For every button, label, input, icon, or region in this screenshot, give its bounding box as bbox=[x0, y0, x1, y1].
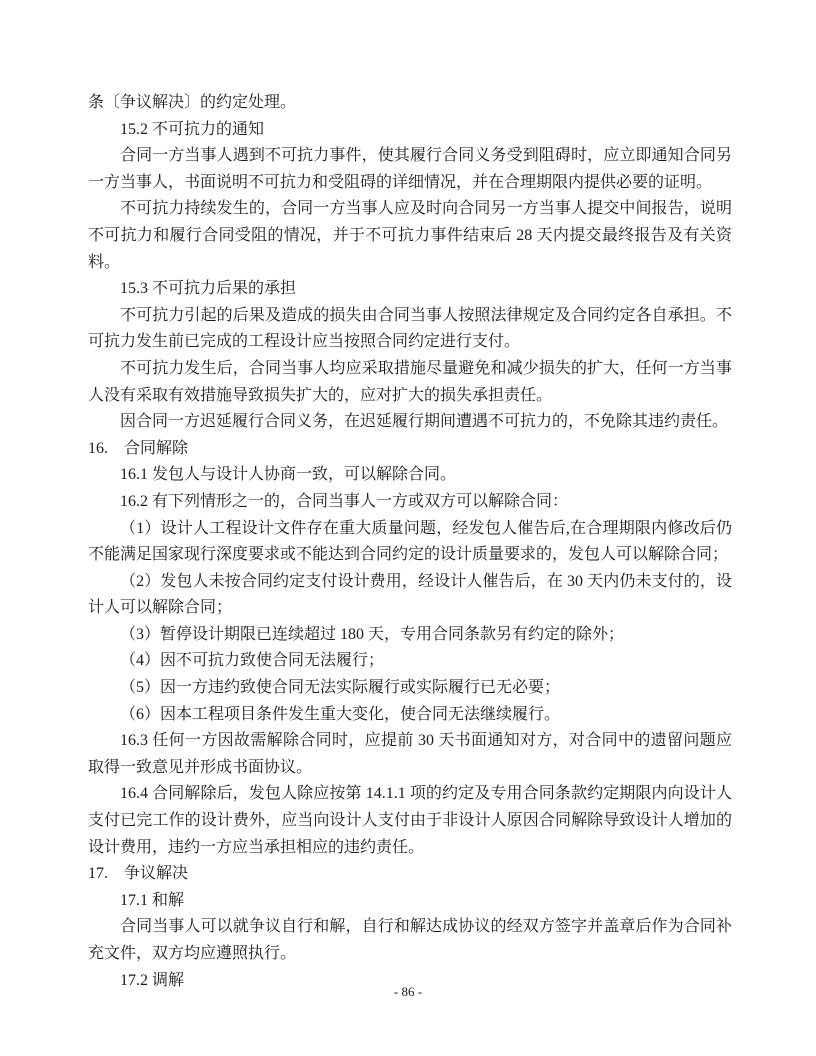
list-item: （6）因本工程项目条件发生重大变化，使合同无法继续履行。 bbox=[120, 705, 561, 723]
list-item: （5）因一方违约致使合同无法实际履行或实际履行已无必要； bbox=[120, 679, 561, 697]
paragraph: 不可抗力持续发生的，合同一方当事人应及时向合同另一方当事人提交中间报告，说明不可抗力和履行合同受阻的情况，并于不可抗力事件结束后 28 天内提交最终报告及有关资料。 bbox=[88, 200, 732, 271]
paragraph: 不可抗力发生后，合同当事人均应采取措施尽量避免和减少损失的扩大，任何一方当事人没有采取有效措施导致损失扩大的，应对扩大的损失承担责任。 bbox=[88, 359, 732, 404]
paragraph: 合同当事人可以就争议自行和解，自行和解达成协议的经双方签字并盖章后作为合同补充文件，双方均应遵照执行。 bbox=[88, 918, 732, 962]
clause-heading: 15.2 不可抗力的通知 bbox=[120, 120, 265, 138]
paragraph: 不可抗力引起的后果及造成的损失由合同当事人按照法律规定及合同约定各自承担。不可抗力发生前已完成的工程设计应当按照合同约定进行支付。 bbox=[88, 306, 732, 351]
list-item: （4）因不可抗力致使合同无法履行； bbox=[120, 652, 385, 670]
continuation: 条〔争议解决〕的约定处理。 bbox=[88, 94, 297, 111]
section-heading: 17. 争议解决 bbox=[88, 865, 189, 883]
paragraph: 16.4 合同解除后，发包人除应按第 14.1.1 项的约定及专用合同条款约定期限内向设计人支付已完工作的设计费外，应当向设计人支付由于非设计人原因合同解除导致设计人增加的设计费用，违约一方应当承担相应的违约责任。 bbox=[88, 785, 732, 856]
paragraph: 因合同一方迟延履行合同义务，在迟延履行期间遭遇不可抗力的，不免除其违约责任。 bbox=[120, 413, 729, 431]
clause-heading: 17.2 调解 bbox=[120, 971, 185, 989]
list-item: （2）发包人未按合同约定支付设计费用，经设计人催告后，在 30 天内仍未支付的，设计人可以解除合同； bbox=[88, 572, 732, 617]
section-heading: 16. 合同解除 bbox=[88, 439, 189, 457]
clause-heading: 16.1 发包人与设计人协商一致，可以解除合同。 bbox=[120, 466, 457, 484]
clause-heading: 17.1 和解 bbox=[120, 891, 185, 909]
clause-heading: 15.3 不可抗力后果的承担 bbox=[120, 280, 297, 298]
paragraph: 合同一方当事人遇到不可抗力事件，使其履行合同义务受到阻碍时，应立即通知合同另一方当事人，书面说明不可抗力和受阻碍的详细情况，并在合理期限内提供必要的证明。 bbox=[88, 147, 732, 191]
document-content bbox=[88, 90, 732, 994]
paragraph: 16.3 任何一方因故需解除合同时，应提前 30 天书面通知对方，对合同中的遗留问题应取得一致意见并形成书面协议。 bbox=[88, 732, 732, 776]
clause-heading: 16.2 有下列情形之一的，合同当事人一方或双方可以解除合同： bbox=[120, 492, 569, 510]
list-item: （1）设计人工程设计文件存在重大质量问题，经发包人催告后,在合理期限内修改后仍不能满足国家现行深度要求或不能达到合同约定的设计质量要求的，发包人可以解除合同； bbox=[88, 519, 732, 564]
list-item: （3）暂停设计期限已连续超过 180 天，专用合同条款另有约定的除外； bbox=[120, 625, 625, 643]
page-number: - 86 - bbox=[393, 984, 423, 999]
